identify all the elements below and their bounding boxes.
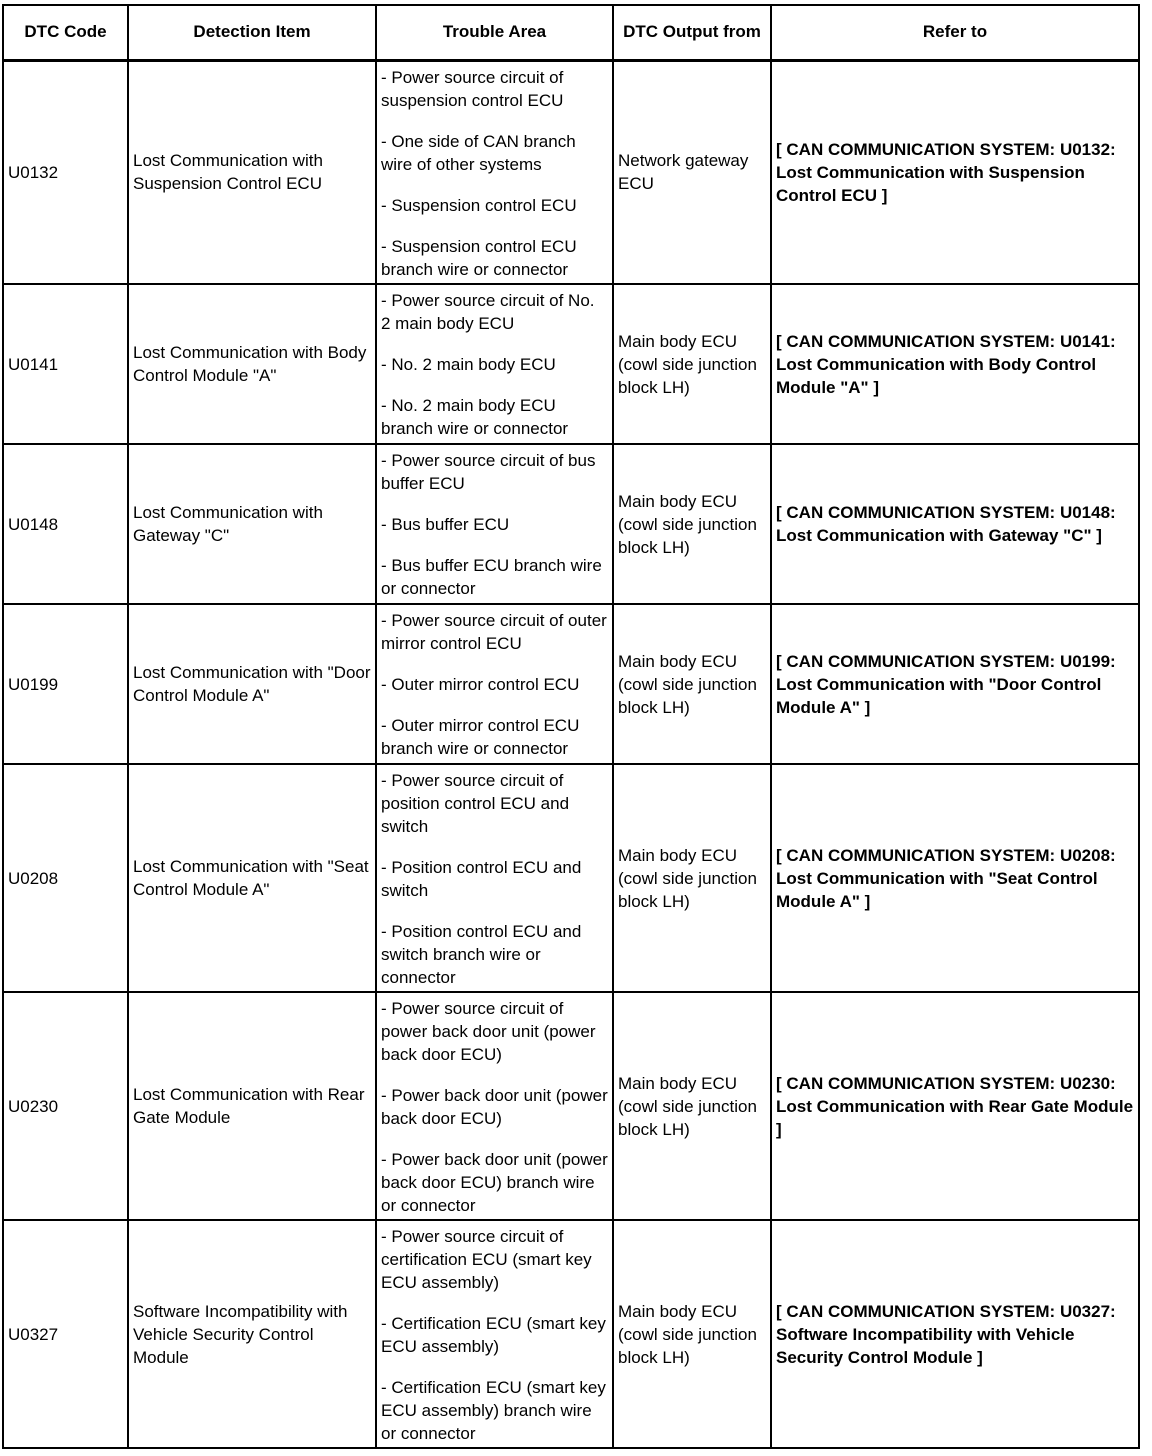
trouble-area-item: - Bus buffer ECU [381, 515, 510, 534]
refer-to-cell: [ CAN COMMUNICATION SYSTEM: U0132: Lost Communication with Suspension Control ECU ] [771, 60, 1139, 284]
dtc-output-cell: Main body ECU (cowl side junction block LH) [613, 1220, 771, 1448]
trouble-area-item: - No. 2 main body ECU branch wire or connector [381, 396, 569, 438]
dtc-code-cell: U0199 [3, 604, 128, 764]
trouble-area-item: - Power source circuit of bus buffer ECU [381, 451, 596, 493]
table-row [3, 992, 1139, 1220]
table-row [3, 764, 1139, 992]
table-row [3, 1220, 1139, 1448]
detection-item-cell: Software Incompatibility with Vehicle Security Control Module [128, 1220, 376, 1448]
trouble-area-cell [376, 284, 613, 444]
trouble-area-item: - Power source circuit of position control ECU and switch [381, 771, 570, 836]
dtc-table [2, 4, 1140, 1449]
dtc-output-cell: Main body ECU (cowl side junction block LH) [613, 444, 771, 604]
detection-item-cell: Lost Communication with Gateway "C" [128, 444, 376, 604]
dtc-code-cell: U0327 [3, 1220, 128, 1448]
header-dtc-code: DTC Code [3, 5, 128, 60]
table-body [3, 60, 1139, 1448]
refer-to-cell: [ CAN COMMUNICATION SYSTEM: U0327: Software Incompatibility with Vehicle Security Control Module ] [771, 1220, 1139, 1448]
trouble-area-cell [376, 444, 613, 604]
header-row [3, 5, 1139, 60]
dtc-output-cell: Main body ECU (cowl side junction block LH) [613, 992, 771, 1220]
refer-to-cell: [ CAN COMMUNICATION SYSTEM: U0208: Lost Communication with "Seat Control Module A" ] [771, 764, 1139, 992]
trouble-area-cell [376, 992, 613, 1220]
trouble-area-cell [376, 764, 613, 992]
trouble-area-item: - Outer mirror control ECU branch wire or connector [381, 716, 580, 758]
table-row [3, 444, 1139, 604]
trouble-area-cell [376, 1220, 613, 1448]
trouble-area-item: - Power source circuit of suspension control ECU [381, 67, 564, 110]
table-row [3, 60, 1139, 284]
dtc-code-cell: U0141 [3, 284, 128, 444]
trouble-area-item: - Power source circuit of No. 2 main body ECU [381, 291, 595, 333]
refer-to-cell: [ CAN COMMUNICATION SYSTEM: U0199: Lost Communication with "Door Control Module A" ] [771, 604, 1139, 764]
trouble-area-item: - Position control ECU and switch [381, 858, 582, 900]
trouble-area-item: - Power source circuit of outer mirror control ECU [381, 611, 607, 653]
header-trouble-area: Trouble Area [376, 5, 613, 60]
trouble-area-item: - No. 2 main body ECU [381, 355, 556, 374]
trouble-area-item: - Power back door unit (power back door ECU) [381, 1086, 608, 1128]
trouble-area-item: - Bus buffer ECU branch wire or connector [381, 556, 602, 598]
dtc-output-cell: Network gateway ECU [613, 60, 771, 284]
dtc-code-cell: U0208 [3, 764, 128, 992]
table-row [3, 284, 1139, 444]
table-header [3, 5, 1139, 60]
detection-item-cell: Lost Communication with "Door Control Module A" [128, 604, 376, 764]
detection-item-cell: Lost Communication with Suspension Control ECU [128, 60, 376, 284]
trouble-area-item: - One side of CAN branch wire of other systems [381, 131, 576, 174]
dtc-output-cell: Main body ECU (cowl side junction block LH) [613, 284, 771, 444]
trouble-area-item: - Power source circuit of certification ECU (smart key ECU assembly) [381, 1227, 592, 1292]
header-refer-to: Refer to [771, 5, 1139, 60]
header-dtc-output-from: DTC Output from [613, 5, 771, 60]
trouble-area-item: - Power source circuit of power back door unit (power back door ECU) [381, 999, 596, 1064]
trouble-area-cell [376, 60, 613, 284]
dtc-table-container [2, 4, 1140, 1449]
detection-item-cell: Lost Communication with Rear Gate Module [128, 992, 376, 1220]
dtc-code-cell: U0148 [3, 444, 128, 604]
trouble-area-cell [376, 604, 613, 764]
trouble-area-item: - Outer mirror control ECU [381, 675, 580, 694]
refer-to-cell: [ CAN COMMUNICATION SYSTEM: U0141: Lost Communication with Body Control Module "A" ] [771, 284, 1139, 444]
refer-to-cell: [ CAN COMMUNICATION SYSTEM: U0230: Lost Communication with Rear Gate Module ] [771, 992, 1139, 1220]
header-detection-item: Detection Item [128, 5, 376, 60]
refer-to-cell: [ CAN COMMUNICATION SYSTEM: U0148: Lost Communication with Gateway "C" ] [771, 444, 1139, 604]
trouble-area-item: - Power back door unit (power back door ECU) branch wire or connector [381, 1150, 608, 1215]
table-row [3, 604, 1139, 764]
detection-item-cell: Lost Communication with Body Control Module "A" [128, 284, 376, 444]
trouble-area-item: - Position control ECU and switch branch wire or connector [381, 922, 582, 987]
trouble-area-item: - Certification ECU (smart key ECU assembly) branch wire or connector [381, 1378, 606, 1443]
trouble-area-item: - Suspension control ECU [381, 195, 577, 215]
trouble-area-item: - Suspension control ECU branch wire or connector [381, 236, 577, 279]
dtc-code-cell: U0230 [3, 992, 128, 1220]
dtc-code-cell: U0132 [3, 60, 128, 284]
dtc-output-cell: Main body ECU (cowl side junction block LH) [613, 764, 771, 992]
detection-item-cell: Lost Communication with "Seat Control Module A" [128, 764, 376, 992]
trouble-area-item: - Certification ECU (smart key ECU assembly) [381, 1314, 606, 1356]
dtc-output-cell: Main body ECU (cowl side junction block LH) [613, 604, 771, 764]
